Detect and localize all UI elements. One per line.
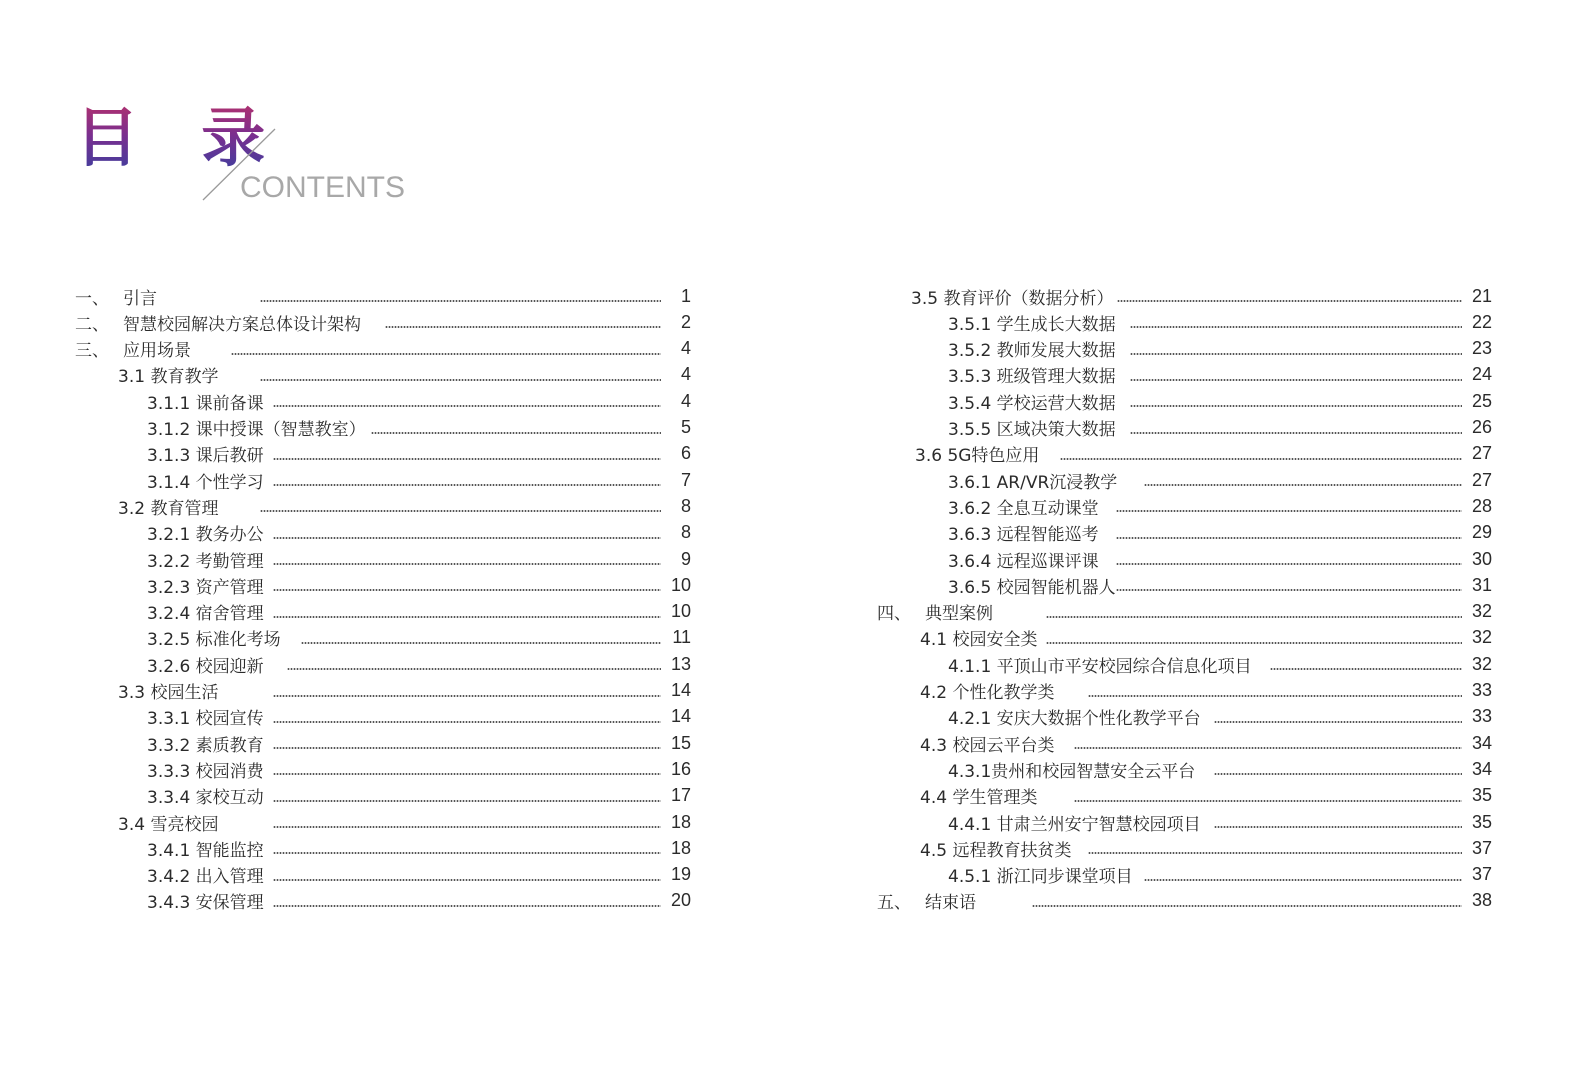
toc-entry[interactable]: [0, 415, 1497, 441]
toc-entry-page-number: 27: [1471, 443, 1492, 464]
toc-entry[interactable]: [0, 756, 1497, 782]
toc-entry-page-number: 27: [1471, 469, 1492, 490]
toc-entry-page-number: 10: [670, 574, 691, 595]
toc-entry-page-number: 33: [1471, 706, 1492, 727]
toc-leader-dots: [1088, 695, 1462, 697]
toc-entry-label: 3.6.1 AR/VR沉浸教学: [948, 472, 1118, 493]
toc-entry-label: 4.2 个性化教学类: [920, 683, 1055, 703]
toc-entry-number: 二、: [75, 314, 109, 335]
toc-entry-label: 3.1.4 个性学习: [147, 472, 264, 493]
toc-entry-label: 3.1.2 课中授课（智慧教室）: [147, 420, 366, 440]
toc-entry-label: 3.2 教育管理: [118, 498, 219, 519]
toc-entry-label: 3.5 教育评价（数据分析）: [911, 288, 1114, 309]
toc-entry-page-number: 34: [1471, 758, 1492, 779]
toc-entry[interactable]: [0, 730, 1497, 756]
toc-entry-label: 3.4.2 出入管理: [147, 867, 264, 888]
toc-entry-label: 3.4.1 智能监控: [147, 840, 264, 861]
toc-entry[interactable]: [0, 336, 1497, 362]
toc-entry-number: 四、: [877, 604, 911, 625]
toc-entry-label: 3.2.1 教务办公: [147, 525, 264, 546]
toc-entry-label: 3.3.3 校园消费: [147, 761, 264, 782]
toc-leader-dots: [1046, 616, 1462, 618]
toc-entry-label: 3.2.6 校园迎新: [147, 656, 264, 677]
toc-leader-dots: [1116, 589, 1462, 591]
toc-entry-label: 典型案例: [925, 604, 993, 625]
toc-entry-label: 3.2.2 考勤管理: [147, 551, 264, 572]
toc-entry-page-number: 34: [1471, 732, 1492, 753]
toc-entry[interactable]: [0, 835, 1497, 861]
toc-entry[interactable]: [0, 309, 1497, 335]
toc-entry-label: 4.5 远程教育扶贫类: [920, 840, 1072, 861]
toc-leader-dots: [1116, 563, 1462, 565]
toc-entry-page-number: 23: [1471, 338, 1492, 359]
toc-leader-dots: [1130, 432, 1462, 434]
toc-entry-page-number: 19: [670, 864, 691, 885]
toc-entry-page-number: 18: [670, 837, 691, 858]
page-subtitle: CONTENTS: [240, 171, 405, 204]
toc-entry-page-number: 25: [1471, 390, 1492, 411]
toc-entry-label: 3.5.5 区域决策大数据: [948, 420, 1116, 440]
toc-entry-page-number: 4: [680, 390, 691, 411]
toc-entry-label: 3.3.2 素质教育: [147, 735, 264, 756]
toc-entry-number: 五、: [877, 893, 911, 914]
toc-entry-label: 4.1.1 平顶山市平安校园综合信息化项目: [948, 656, 1252, 677]
toc-entry[interactable]: [0, 362, 1497, 388]
toc-leader-dots: [1046, 642, 1462, 644]
toc-entry-label: 3.3.4 家校互动: [147, 788, 264, 809]
toc-entry[interactable]: [0, 520, 1497, 546]
toc-entry-label: 4.3 校园云平台类: [920, 735, 1055, 756]
toc-entry-label: 4.5.1 浙江同步课堂项目: [948, 867, 1133, 888]
toc-entry-page-number: 35: [1471, 785, 1492, 806]
toc-leader-dots: [1130, 379, 1462, 381]
toc-entry-label: 4.3.1贵州和校园智慧安全云平台: [948, 761, 1196, 782]
toc-entry-number: 一、: [75, 288, 109, 309]
toc-entry[interactable]: [0, 678, 1497, 704]
toc-entry-page-number: 31: [1471, 574, 1492, 595]
toc-entry-label: 4.4 学生管理类: [920, 788, 1038, 809]
toc-entry[interactable]: [0, 651, 1497, 677]
toc-entry-label: 3.5.1 学生成长大数据: [948, 314, 1116, 335]
toc-entry[interactable]: [0, 467, 1497, 493]
toc-entry-label: 应用场景: [123, 341, 191, 362]
toc-entry-label: 3.5.2 教师发展大数据: [948, 341, 1116, 362]
toc-entry-page-number: 20: [670, 890, 691, 911]
toc-entry[interactable]: [0, 599, 1497, 625]
toc-entry-page-number: 8: [680, 522, 691, 543]
toc-entry-page-number: 15: [670, 732, 691, 753]
toc-entry-page-number: 2: [680, 311, 691, 332]
toc-entry-page-number: 10: [670, 601, 691, 622]
toc-leader-dots: [1116, 510, 1462, 512]
toc-entry[interactable]: [0, 388, 1497, 414]
toc-entry-label: 3.2.5 标准化考场: [147, 630, 281, 651]
toc-leader-dots: [1130, 326, 1462, 328]
toc-entry-label: 3.1 教育教学: [118, 367, 219, 388]
toc-leader-dots: [1074, 747, 1462, 749]
toc-leader-dots: [1214, 721, 1462, 723]
toc-entry-label: 3.6 5G特色应用: [915, 446, 1040, 467]
toc-entry[interactable]: [0, 546, 1497, 572]
toc-leader-dots: [1130, 353, 1462, 355]
toc-entry[interactable]: [0, 283, 1497, 309]
toc-leader-dots: [1144, 879, 1462, 881]
toc-leader-dots: [1032, 905, 1462, 907]
toc-entry-label: 4.1 校园安全类: [920, 630, 1038, 651]
toc-entry-label: 3.1.1 课前备课: [147, 393, 264, 414]
toc-leader-dots: [1088, 852, 1462, 854]
toc-entry-label: 3.4.3 安保管理: [147, 893, 264, 914]
page-title: 目 录: [75, 102, 286, 176]
toc-entry-page-number: 16: [670, 758, 691, 779]
toc-entry-page-number: 32: [1471, 601, 1492, 622]
toc-entry-page-number: 33: [1471, 680, 1492, 700]
toc-entry-page-number: 38: [1471, 890, 1492, 911]
toc-entry-page-number: 11: [672, 627, 691, 648]
toc-entry-label: 3.6.3 远程智能巡考: [948, 525, 1099, 546]
toc-entry-page-number: 18: [670, 811, 691, 832]
toc-entry[interactable]: [0, 572, 1497, 598]
toc-entry[interactable]: [0, 783, 1497, 809]
toc-entry-page-number: 17: [670, 785, 691, 806]
toc-entry-page-number: 7: [680, 469, 691, 490]
toc-entry-page-number: 32: [1471, 653, 1492, 674]
toc-entry-label: 3.4 雪亮校园: [118, 814, 219, 835]
toc-entry-page-number: 13: [670, 653, 691, 674]
toc-entry-page-number: 14: [670, 680, 691, 700]
toc-entry-page-number: 6: [680, 443, 691, 464]
toc-entry[interactable]: [0, 704, 1497, 730]
toc-entry-label: 4.2.1 安庆大数据个性化教学平台: [948, 709, 1201, 730]
toc-entry-label: 3.6.2 全息互动课堂: [948, 498, 1099, 519]
toc-entry-page-number: 4: [680, 338, 691, 359]
toc-entry[interactable]: [0, 862, 1497, 888]
toc-entry[interactable]: [0, 888, 1497, 914]
toc-leader-dots: [1130, 405, 1462, 407]
toc-entry-label: 引言: [123, 288, 157, 309]
toc-entry-label: 3.2.4 宿舍管理: [147, 604, 264, 625]
toc-entry-page-number: 24: [1471, 364, 1492, 385]
toc-entry[interactable]: [0, 441, 1497, 467]
toc-entry-page-number: 32: [1471, 627, 1492, 648]
toc-entry[interactable]: [0, 809, 1497, 835]
toc-entry-label: 3.6.4 远程巡课评课: [948, 551, 1099, 572]
toc-entry-label: 智慧校园解决方案总体设计架构: [123, 314, 361, 335]
toc-entry-label: 3.3.1 校园宣传: [147, 709, 264, 730]
toc-entry[interactable]: [0, 493, 1497, 519]
toc-entry-label: 3.6.5 校园智能机器人: [948, 577, 1116, 598]
toc-entry-page-number: 29: [1471, 522, 1492, 543]
toc-entry-label: 3.5.3 班级管理大数据: [948, 367, 1116, 388]
toc-entry[interactable]: [0, 625, 1497, 651]
toc-entry-page-number: 35: [1471, 811, 1492, 832]
toc-entry-label: 3.2.3 资产管理: [147, 577, 264, 598]
toc-leader-dots: [1060, 458, 1462, 460]
toc-entry-label: 3.3 校园生活: [118, 683, 219, 703]
toc-entry-page-number: 30: [1471, 548, 1492, 569]
toc-leader-dots: [1116, 537, 1462, 539]
toc-leader-dots: [1117, 300, 1462, 302]
toc-entry-page-number: 5: [680, 417, 691, 437]
toc-entry-label: 3.5.4 学校运营大数据: [948, 393, 1116, 414]
toc-entry-page-number: 37: [1471, 864, 1492, 885]
toc-entry-page-number: 8: [680, 495, 691, 516]
toc-leader-dots: [1214, 773, 1462, 775]
toc-leader-dots: [1270, 668, 1462, 670]
toc-entry-page-number: 21: [1471, 285, 1492, 306]
toc-entry-page-number: 22: [1471, 311, 1492, 332]
toc-leader-dots: [1144, 484, 1462, 486]
toc-entry-page-number: 14: [670, 706, 691, 727]
toc-entry-page-number: 4: [680, 364, 691, 385]
toc-entry-page-number: 26: [1471, 417, 1492, 437]
toc-leader-dots: [1214, 826, 1462, 828]
toc-entry-label: 结束语: [925, 893, 976, 914]
toc-leader-dots: [1074, 800, 1462, 802]
toc-entry-label: 4.4.1 甘肃兰州安宁智慧校园项目: [948, 814, 1201, 835]
toc-entry-page-number: 1: [680, 285, 691, 306]
toc-entry-number: 三、: [75, 341, 109, 362]
toc-entry-page-number: 37: [1471, 837, 1492, 858]
toc-entry-page-number: 28: [1471, 495, 1492, 516]
toc-entry-label: 3.1.3 课后教研: [147, 446, 264, 467]
toc-entry-page-number: 9: [680, 548, 691, 569]
